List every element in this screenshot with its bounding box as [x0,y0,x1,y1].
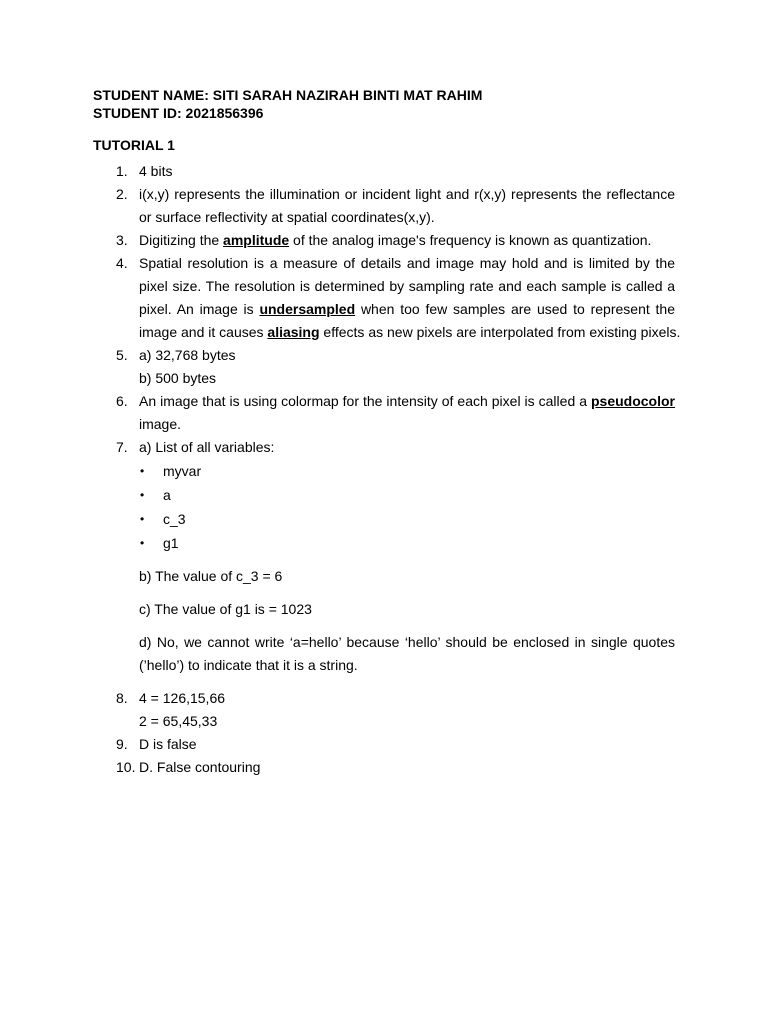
answer-4-line-4-post: effects as new pixels are interpolated from existing pixels. [319,324,681,340]
answer-3-number: 3. [116,232,128,248]
answer-5-b: b) 500 bytes [139,370,217,386]
answer-10-text: D. False contouring [139,759,261,775]
keyword-amplitude: amplitude [223,232,290,248]
bullet-icon: • [140,512,145,526]
student-id-line: STUDENT ID: 2021856396 [93,105,264,121]
answer-8-line-2: 2 = 65,45,33 [139,713,218,729]
student-name-line: STUDENT NAME: SITI SARAH NAZIRAH BINTI MAT RAHIM [93,87,483,103]
answer-5-number: 5. [116,347,128,363]
answer-6-line-1 [139,392,675,410]
answer-8-line-1: 4 = 126,15,66 [139,690,226,706]
student-header [93,86,482,122]
answer-2-line-2: or surface reflectivity at spatial coordinates(x,y). [139,209,435,225]
answer-4-line-3-pre: pixel. An image is [139,301,260,317]
answer-6-number: 6. [116,393,128,409]
answer-8-number: 8. [116,690,128,706]
answer-4-line-2: pixel size. The resolution is determined by sampling rate and each sample is called a [139,278,675,294]
answer-9-number: 9. [116,736,128,752]
tutorial-title: TUTORIAL 1 [93,137,175,153]
answer-1-number: 1. [116,163,128,179]
answer-3-post: of the analog image's frequency is known as quantization. [289,232,652,248]
keyword-aliasing: aliasing [267,324,320,340]
variable-list-item: c_3 [163,511,186,527]
answer-7-d-line-1: d) No, we cannot write ‘a=hello’ because ‘hello’ should be enclosed in single quotes [139,634,675,650]
answer-7-d-line-2: (’hello’) to indicate that it is a string. [139,657,358,673]
answer-7-a-heading: a) List of all variables: [139,439,275,455]
bullet-icon: • [140,488,145,502]
answer-7-b: b) The value of c_3 = 6 [139,568,283,584]
answer-3-pre: Digitizing the [139,232,224,248]
answer-4-line-1: Spatial resolution is a measure of details and image may hold and is limited by the [139,255,675,271]
answer-4-line-4-pre: image and it causes [139,324,268,340]
answer-7-number: 7. [116,439,128,455]
answer-3-text [139,231,675,249]
answer-4-number: 4. [116,255,128,271]
keyword-pseudocolor: pseudocolor [590,393,675,409]
answer-4-line-3 [139,300,675,318]
variable-list-item: g1 [163,535,179,551]
answer-9-text: D is false [139,736,197,752]
answer-1-text: 4 bits [139,163,173,179]
bullet-icon: • [140,464,145,478]
answer-4-line-3-post: when too few samples are used to represent the [355,301,675,317]
answer-6-line-2: image. [139,416,182,432]
answer-10-number: 10. [116,759,136,775]
answer-5-a: a) 32,768 bytes [139,347,236,363]
variable-list-item: a [163,487,171,503]
answer-2-number: 2. [116,186,128,202]
answer-4-line-4 [139,323,684,341]
bullet-icon: • [140,536,145,550]
answer-7-c: c) The value of g1 is = 1023 [139,601,312,617]
variable-list-item: myvar [163,463,202,479]
answer-2-line-1: i(x,y) represents the illumination or incident light and r(x,y) represents the reflectance [139,186,675,202]
answer-6-line-1-pre: An image that is using colormap for the intensity of each pixel is called a [139,393,591,409]
keyword-undersampled: undersampled [259,301,356,317]
